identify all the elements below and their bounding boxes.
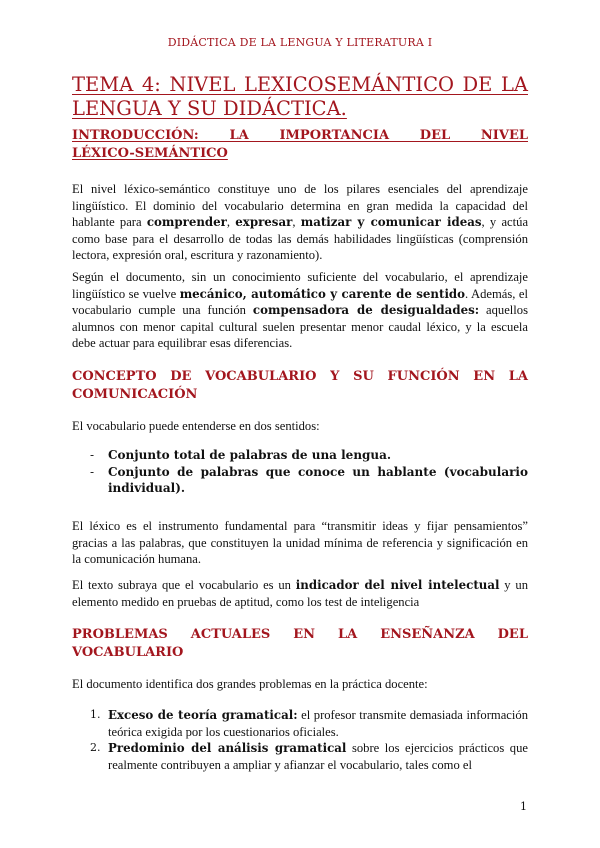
document-title-line-1: TEMA 4: NIVEL LEXICOSEMÁNTICO DE LA [72,73,528,96]
problems-paragraph-1: El documento identifica dos grandes problemas en la práctica docente: [72,677,428,691]
bold-term: mecánico, automático y carente de sentido [179,286,466,301]
section-heading-line-1: CONCEPTO DE VOCABULARIO Y SU FUNCIÓN EN LA [72,369,528,384]
concept-paragraph-2: El léxico es el instrumento fundamental para “transmitir ideas y fijar pensamientos” gracias a las palabras, que constituyen la unidad mínima de referencia y significación en la comunicación humana. [72,519,528,566]
section-heading-problemas [72,626,528,662]
concept-paragraph-3: El texto subraya que el vocabulario es un indicador del nivel intelectual y un elemento medido en pruebas de aptitud, como los test de inteligencia [72,578,528,609]
intro-paragraph-2: Según el documento, sin un conocimiento suficiente del vocabulario, el aprendizaje lingüístico se vuelve mecánico, automático y carente de sentido. Además, el vocabulario cumple una función compensadora de desigualdades: aquellos alumnos con menor capital cultural suelen presentar menor caudal léxico, y la escuela debe actuar para equilibrar esas diferencias. [72,270,528,350]
list-item: - Conjunto total de palabras de una lengua. [90,448,392,462]
bold-term: indicador del nivel intelectual [295,578,500,592]
list-number: 2. [90,741,101,754]
concept-paragraph-1: El vocabulario puede entenderse en dos sentidos: [72,419,320,433]
problems-numbered-list [90,707,528,773]
page-number: 1 [520,800,527,813]
bold-term: expresar [235,215,293,229]
section-heading-concepto [72,368,528,404]
section-heading-introduccion [72,127,528,163]
bold-term: comprender [146,215,227,229]
bold-term: compensadora de desigualdades: [252,303,480,317]
list-item: 1. Exceso de teoría gramatical: el profesor transmite demasiada información teórica exigida por los cuestionarios oficiales. [90,708,528,739]
list-item: - Conjunto de palabras que conoce un hablante (vocabulario individual). [90,464,528,495]
section-heading-line-1: INTRODUCCIÓN: LA IMPORTANCIA DEL NIVEL [72,128,528,143]
list-item: 2. Predominio del análisis gramatical sobre los ejercicios prácticos que realmente contribuyen a ampliar y afianzar el vocabulario, tales como el [90,741,528,772]
document-title [72,73,528,121]
intro-paragraph-1: El nivel léxico-semántico constituye uno de los pilares esenciales del aprendizaje lingüístico. El dominio del vocabulario determina en gran medida la capacidad del hablante para comprender, expresar, matizar y comunicar ideas, y actúa como base para el desarrollo de todas las demás habilidades lingüísticas (comprensión lectora, expresión oral, escritura y razonamiento). [72,182,529,262]
vocabulary-senses-list [90,447,528,497]
section-heading-line-2: LÉXICO-SEMÁNTICO [72,146,228,161]
list-marker: - [90,464,95,479]
section-heading-line-1: PROBLEMAS ACTUALES EN LA ENSEÑANZA DEL [72,627,528,642]
section-heading-line-2: VOCABULARIO [72,645,184,660]
bold-term: matizar y comunicar ideas [300,215,482,229]
section-heading-line-2: COMUNICACIÓN [72,387,198,402]
document-title-line-2: LENGUA Y SU DIDÁCTICA. [72,97,347,120]
running-header: DIDÁCTICA DE LA LENGUA Y LITERATURA I [167,36,433,49]
list-marker: - [90,448,95,462]
list-number: 1. [90,708,101,721]
